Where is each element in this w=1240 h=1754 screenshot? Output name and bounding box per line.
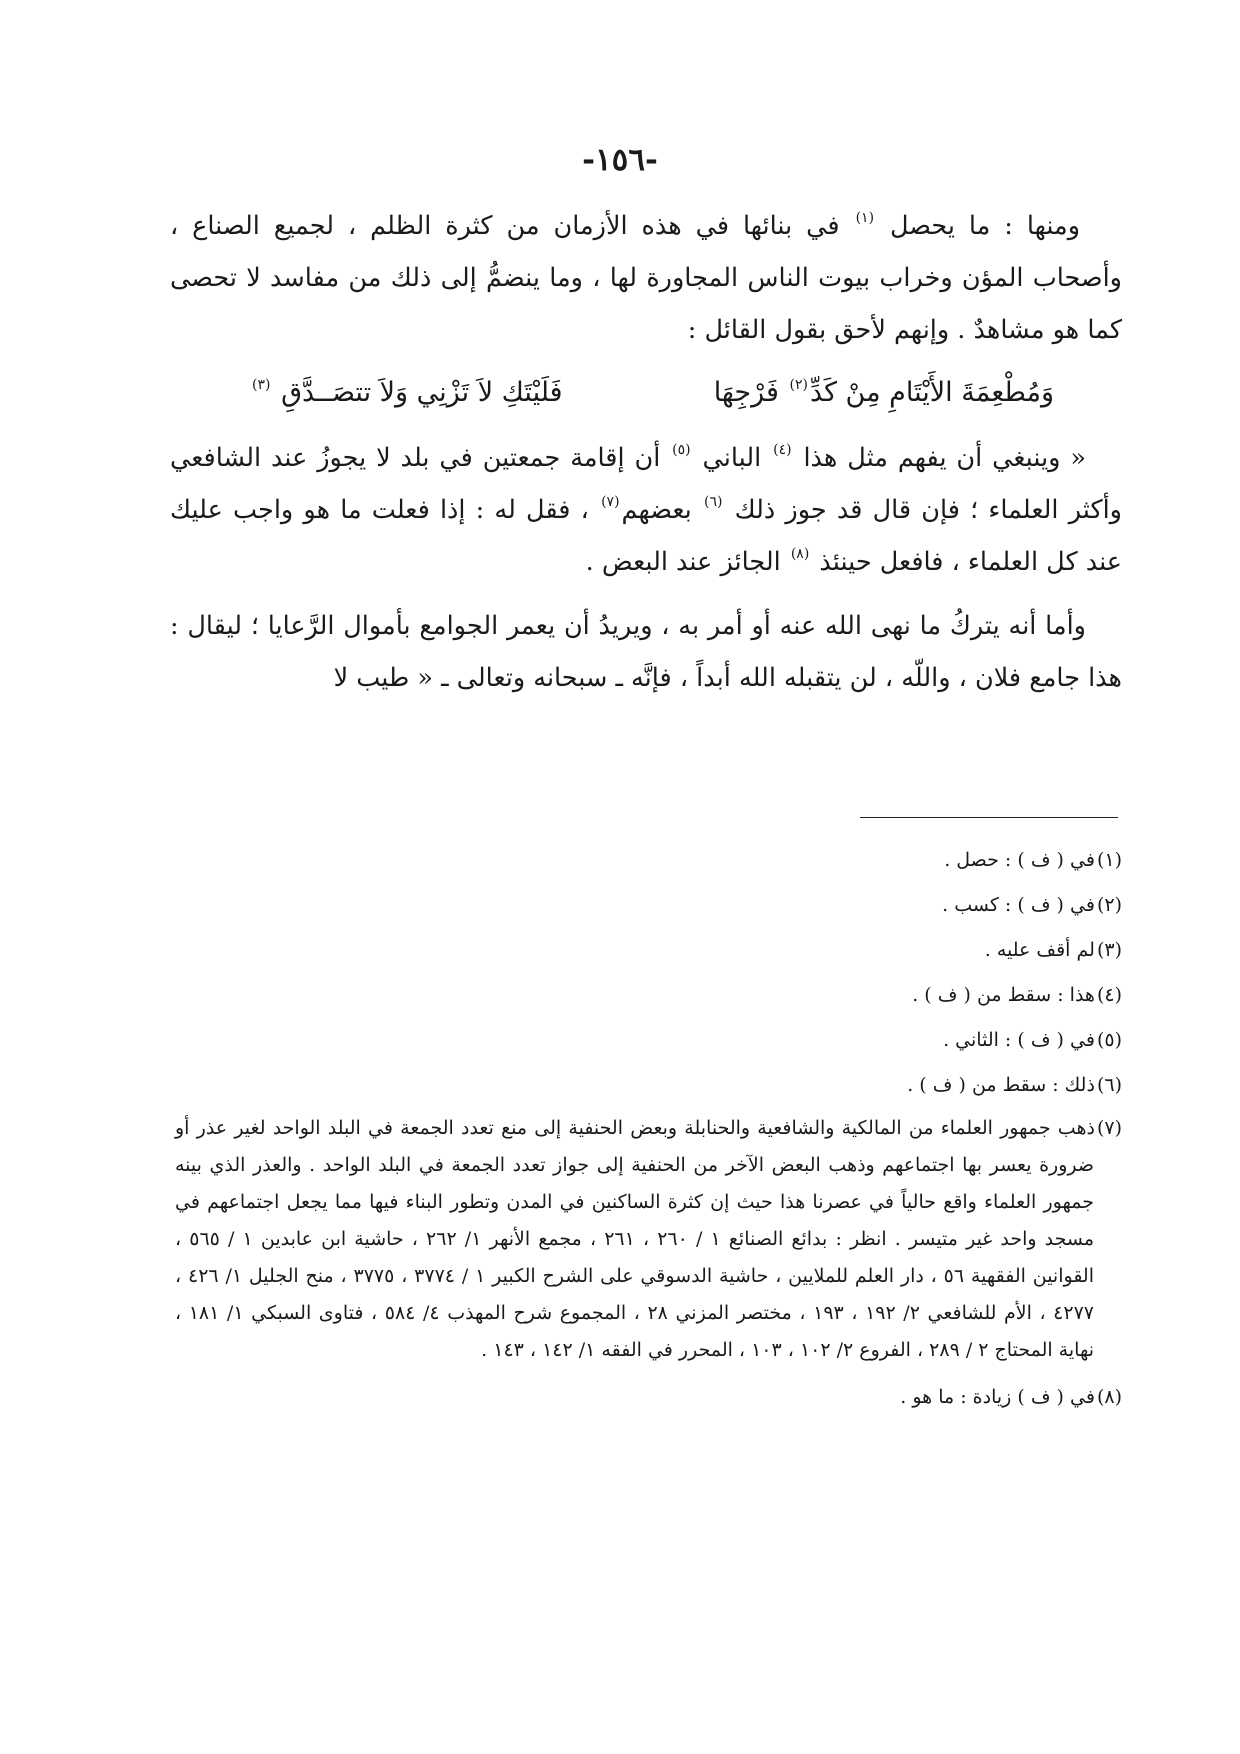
paragraph-2-text-e: ، فقل له : إذا فعلت ما هو واجب عليك عند كل العلماء ، فافعل حينئذ (170, 495, 1122, 577)
footnote-marker: (٧) (1096, 1117, 1122, 1139)
footnote-text: هذا : سقط من ( ف ) . (912, 984, 1095, 1006)
paragraph-2-text-d: بعضهم (621, 495, 692, 525)
footnote-marker: (٢) (1096, 894, 1122, 916)
verse-first-text-a: وَمُطْعِمَةَ الأَيْتَامِ مِنْ كَدِّ (809, 377, 1054, 408)
footnote-text: في ( ف ) : حصل . (944, 849, 1095, 871)
footnote-marker: (٣) (1096, 939, 1122, 961)
footnote-text: في ( ف ) : كسب . (942, 894, 1095, 916)
footnote-3 (175, 928, 1122, 973)
footnote-ref-6: (٦) (703, 494, 723, 510)
footnote-marker: (٤) (1096, 984, 1122, 1006)
footnote-marker: (٥) (1096, 1029, 1122, 1051)
main-text (170, 200, 1122, 704)
poetry-verse (250, 364, 1054, 422)
footnote-6 (175, 1063, 1122, 1108)
footnote-marker: (٨) (1096, 1386, 1122, 1408)
paragraph-3: وأما أنه يتركُ ما نهى الله عنه أو أمر به ، ويريدُ أن يعمر الجوامع بأموال الرَّعايا ؛ ليقال : هذا جامع فلان ، واللّه ، لن يتقبله الله أبداً ، فإنَّه ـ سبحانه وتعالى ـ « طيب لا (170, 611, 1122, 693)
footnote-1 (175, 838, 1122, 883)
footnotes (175, 838, 1122, 1420)
footnote-text: ذهب جمهور العلماء من المالكية والشافعية والحنابلة وبعض الحنفية إلى منع تعدد الجمعة في البلد الواحد لغير عذر أو ضرورة يعسر بها اجتماعهم وذهب البعض الآخر من الحنفية إلى جواز تعدد الجمعة في البلد الواحد . والعذر الذي بينه جمهور العلماء واقع حالياً في عصرنا هذا حيث إن كثرة الساكنين في المدن وتطور البناء فيها مما يجعل اجتماعهم في مسجد واحد غير متيسر . انظر : بدائع الصنائع ١ / ٢٦٠ ، ٢٦١ ، مجمع الأنهر ١/ ٢٦٢ ، حاشية ابن عابدين ١ / ٥٦٥ ، القوانين الفقهية ٥٦ ، دار العلم للملايين ، حاشية الدسوقي على الشرح الكبير ١ / ٣٧٧٤ ، ٣٧٧٥ ، منح الجليل ١/ ٤٢٦ ، ٤٢٧٧ ، الأم للشافعي ٢/ ١٩٢ ، ١٩٣ ، مختصر المزني ٢٨ ، المجموع شرح المهذب ٤/ ٥٨٤ ، فتاوى السبكي ١/ ١٨١ ، نهاية المحتاج ٢ / ٢٨٩ ، الفروع ٢/ ١٠٢ ، ١٠٣ ، المحرر في الفقه ١/ ١٤٢ ، ١٤٣ . (175, 1117, 1095, 1361)
verse-second-text: فَلَيْتَكِ لاَ تَزْنِي وَلاَ تتصَــدَّقِ (281, 377, 563, 408)
footnote-5 (175, 1018, 1122, 1063)
verse-second-hemistich (250, 364, 563, 422)
paragraph-2-text-c: أن إقامة جمعتين في بلد لا يجوزُ عند الشافعي وأكثر العلماء ؛ فإن قال قد جوز ذلك (170, 443, 1123, 525)
footnote-2 (175, 883, 1122, 928)
footnote-ref-4: (٤) (773, 442, 792, 458)
footnote-4 (175, 973, 1122, 1018)
footnote-ref-8: (٨) (790, 546, 810, 562)
footnote-ref-2: (٢) (789, 377, 808, 393)
footnote-text: في ( ف ) : الثاني . (943, 1029, 1095, 1051)
paragraph-2 (170, 432, 1122, 588)
footnote-text: في ( ف ) زيادة : ما هو . (900, 1386, 1095, 1408)
footnote-ref-7: (٧) (601, 494, 620, 510)
verse-first-text-b: فَرْجِهَا (713, 377, 779, 408)
footnote-ref-1: (١) (855, 210, 875, 226)
paragraph-2-text-f: الجائز عند البعض . (585, 547, 781, 577)
paragraph-1-text-b: في بنائها في هذه الأزمان من كثرة الظلم ، لجميع الصناع ، وأصحاب المؤن وخراب بيوت الناس المجاورة لها ، وما ينضمُّ إلى ذلك من مفاسد لا تحصى كما هو مشاهدٌ . وإنهم لأحق بقول القائل : (170, 211, 1122, 345)
paragraph-2-text-b: الباني (702, 443, 762, 473)
footnote-separator (860, 817, 1118, 818)
footnote-marker: (٦) (1096, 1074, 1122, 1096)
footnote-8 (175, 1375, 1122, 1420)
footnote-ref-3: (٣) (252, 377, 271, 393)
footnote-text: ذلك : سقط من ( ف ) . (907, 1074, 1095, 1096)
paragraph-1 (170, 200, 1122, 356)
verse-first-hemistich (714, 364, 1054, 422)
footnote-ref-5: (٥) (672, 442, 691, 458)
footnote-marker: (١) (1096, 849, 1122, 871)
footnote-7 (175, 1110, 1122, 1369)
page-number: -١٥٦- (582, 142, 658, 178)
footnote-text: لم أقف عليه . (984, 939, 1095, 961)
paragraph-1-text-a: ومنها : ما يحصل (889, 211, 1081, 241)
paragraph-2-text-a: « وينبغي أن يفهم مثل هذا (803, 443, 1086, 473)
